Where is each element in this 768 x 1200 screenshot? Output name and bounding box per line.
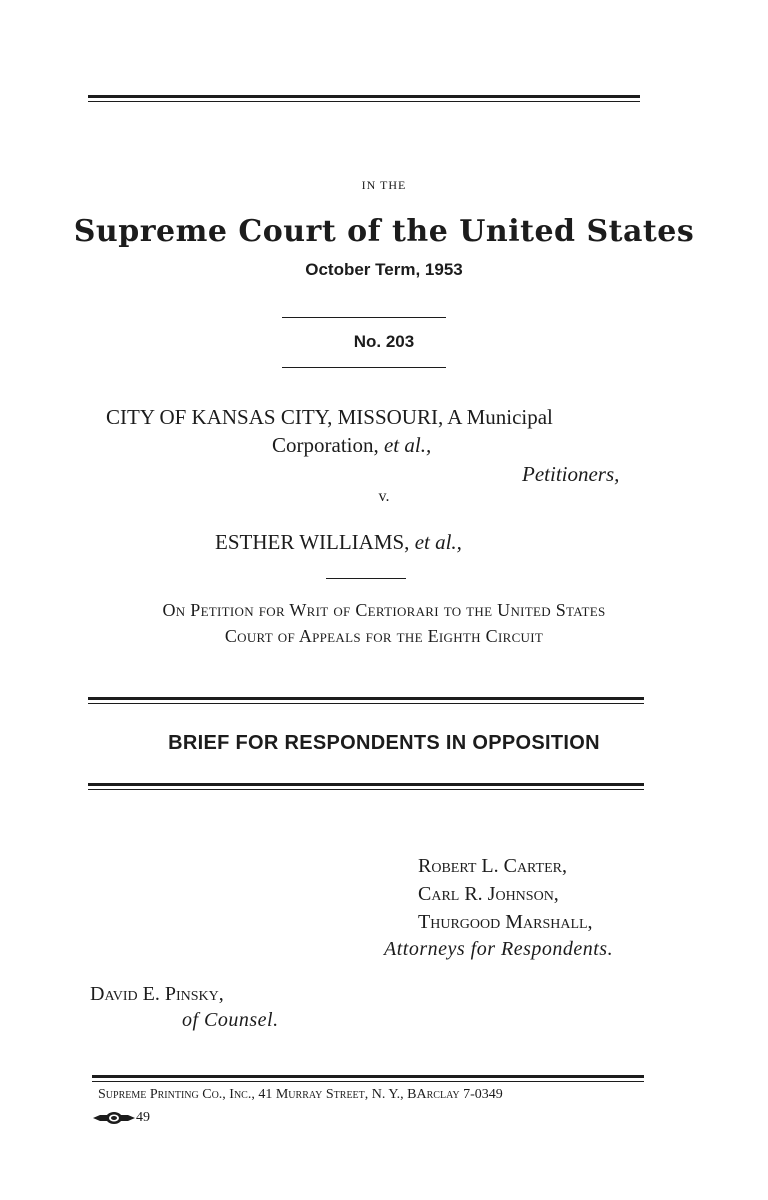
versus-label: v. <box>378 488 390 505</box>
brief-title: BRIEF FOR RESPONDENTS IN OPPOSITION <box>168 732 600 754</box>
petitioner-corporation: Corporation, <box>272 433 379 457</box>
top-double-rule <box>88 95 640 102</box>
union-number: 49 <box>136 1110 150 1126</box>
union-bug-icon <box>92 1110 136 1126</box>
court-name: Supreme Court of the United States <box>73 214 695 249</box>
respondent-line <box>215 530 462 555</box>
title-double-rule-top <box>88 697 644 704</box>
in-the-label: IN THE <box>361 178 407 192</box>
printer-line: Supreme Printing Co., Inc., 41 Murray Street, N. Y., BArclay 7-0349 <box>98 1087 503 1102</box>
case-number-rule-bottom <box>282 367 446 368</box>
respondent-name: ESTHER WILLIAMS, <box>215 530 410 554</box>
petitioner-role: Petitioners, <box>522 462 620 486</box>
term-label: October Term, 1953 <box>305 260 463 279</box>
petition-line-2: Court of Appeals for the Eighth Circuit <box>224 626 544 646</box>
petitioner-line-1: CITY OF KANSAS CITY, MISSOURI, A Municipal <box>106 405 553 429</box>
parties-rule <box>326 578 406 579</box>
petitioner-line-2 <box>272 433 431 458</box>
attorney-name-1: Robert L. Carter, <box>418 855 567 877</box>
footer-double-rule <box>92 1075 644 1082</box>
attorney-name-2: Carl R. Johnson, <box>418 883 559 905</box>
case-number: No. 203 <box>353 332 415 351</box>
counsel-name: David E. Pinsky, <box>90 983 224 1005</box>
petitioner-et-al: et al., <box>383 433 432 457</box>
attorney-role: Attorneys for Respondents. <box>384 938 614 960</box>
respondent-et-al: et al., <box>414 530 462 554</box>
union-label <box>92 1110 150 1126</box>
title-double-rule-bottom <box>88 783 644 790</box>
petition-line-1: On Petition for Writ of Certiorari to the United States <box>162 600 606 620</box>
attorney-name-3: Thurgood Marshall, <box>418 911 593 933</box>
case-number-rule-top <box>282 317 446 318</box>
counsel-role: of Counsel. <box>182 1009 279 1031</box>
